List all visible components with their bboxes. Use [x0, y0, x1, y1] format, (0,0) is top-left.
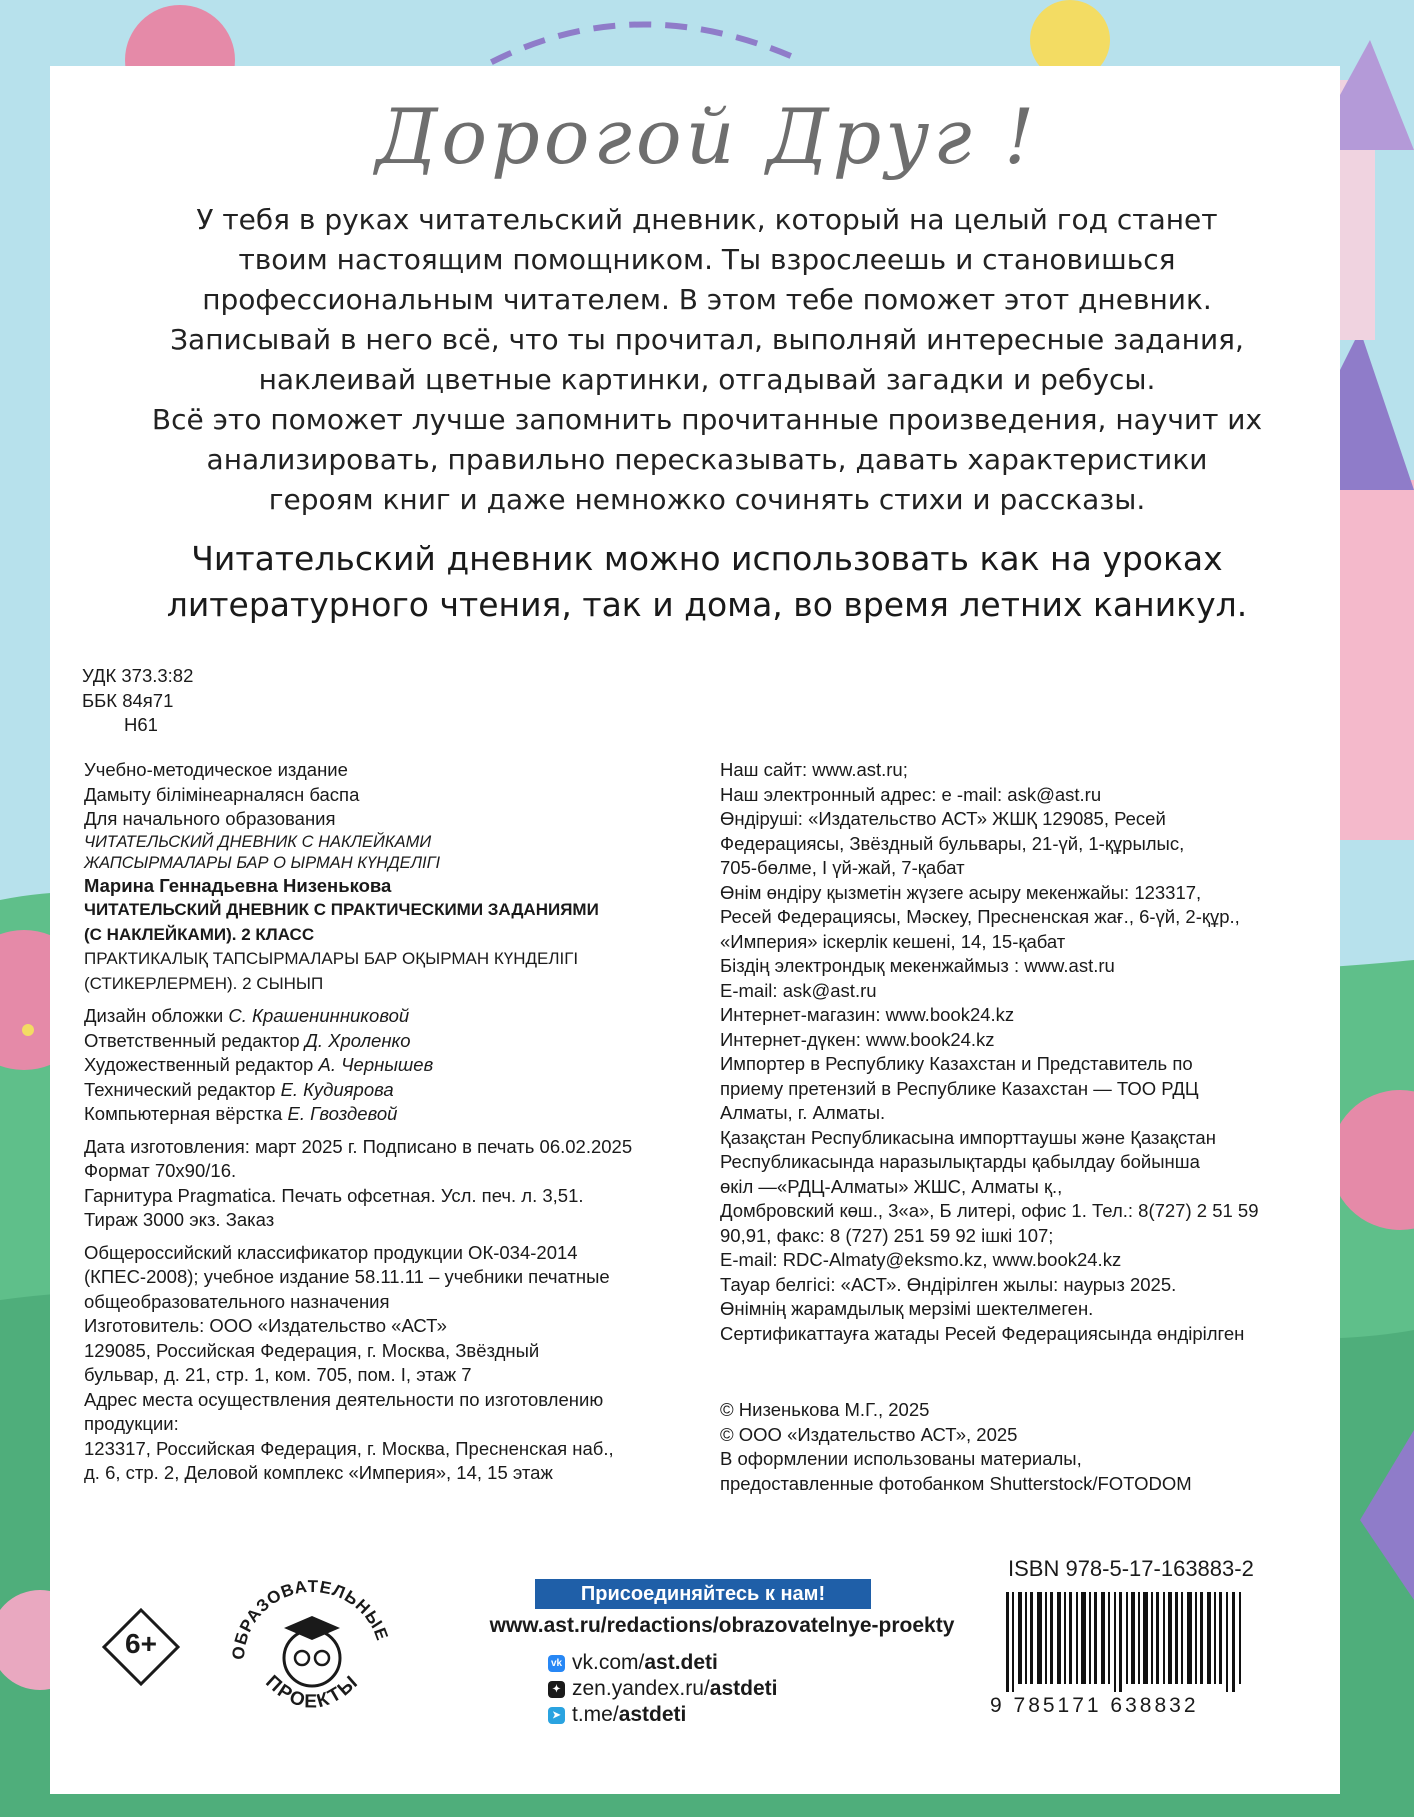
imprint-line: «Империя» іскерлік кешені, 14, 15-қабат — [720, 930, 1066, 952]
classifier-line: Адрес места осуществления деятельности по изготовлению — [84, 1388, 604, 1410]
credit-role: Художественный редактор — [84, 1054, 319, 1075]
zen-icon: ✦ — [548, 1681, 565, 1698]
imprint-line: Федерациясы, Звёздный бульвары, 21-үй, 1-құрылыс, — [720, 832, 1185, 854]
intro-line: анализировать, правильно пересказывать, давать характеристики — [206, 443, 1208, 476]
imprint-line: Интернет-дүкен: www.book24.kz — [720, 1028, 995, 1050]
isbn-label: ISBN 978-5-17-163883-2 — [1008, 1556, 1254, 1581]
imprint-line: Қазақстан Республикасына импорттаушы және Қазақстан — [720, 1126, 1216, 1148]
imprint-line: Өндіруші: «Издательство АСТ» ЖШҚ 129085, Ресей — [720, 808, 1166, 829]
credit-person: Е. Гвоздевой — [287, 1103, 398, 1124]
print-info: Дата изготовления: март 2025 г. Подписано в печать 06.02.2025 — [84, 1135, 633, 1157]
join-us-banner: Присоединяйтесь к нам! — [535, 1579, 871, 1609]
project-url[interactable]: www.ast.ru/redactions/obrazovatelnye-proekty — [489, 1614, 955, 1637]
credit-person: С. Крашенинниковой — [228, 1005, 410, 1026]
logo-bottom-text: ПРОЕКТЫ — [261, 1671, 364, 1713]
social-handle: astdeti — [709, 1677, 778, 1700]
telegram-icon: ➤ — [548, 1707, 565, 1724]
intro-line: У тебя в руках читательский дневник, который на целый год станет — [196, 203, 1218, 236]
imprint-line: 90,91, факс: 8 (727) 251 59 92 ішкі 107; — [720, 1224, 1054, 1246]
social-link-telegram[interactable] — [548, 1702, 777, 1728]
classifier-line: продукции: — [84, 1413, 179, 1434]
copyright-block — [720, 1398, 1192, 1496]
series-title: ЖАПСЫРМАЛАРЫ БАР О ЫРМАН КҮНДЕЛІГІ — [84, 853, 441, 872]
barcode — [1004, 1592, 1244, 1692]
print-info: Гарнитура Pragmatica. Печать офсетная. Усл. печ. л. 3,51. — [84, 1184, 584, 1206]
social-links — [548, 1650, 777, 1728]
credit-person: Е. Кудиярова — [280, 1078, 394, 1100]
author-name: Марина Геннадьевна Низенькова — [84, 874, 392, 896]
credit-line — [84, 1029, 684, 1054]
imprint-line: Біздің электрондық мекенжаймыз : www.ast.ru — [720, 955, 1115, 976]
book-title: (С НАКЛЕЙКАМИ). 2 КЛАСС — [84, 924, 315, 944]
series-title: ЧИТАТЕЛЬСКИЙ ДНЕВНИК С НАКЛЕЙКАМИ — [84, 832, 432, 851]
intro-line: наклеивай цветные картинки, отгадывай загадки и ребусы. — [258, 363, 1156, 396]
print-info: Формат 70x90/16. — [84, 1160, 237, 1181]
imprint-line: өкіл —«РДЦ-Алматы» ЖШС, Алматы қ., — [720, 1175, 1063, 1197]
copyright-line: предоставленные фотобанком Shutterstock/FOTODOM — [720, 1472, 1192, 1494]
imprint-line: Наш электронный адрес: e -mail: ask@ast.ru — [720, 783, 1102, 805]
age-rating-text: 6+ — [125, 1628, 157, 1659]
imprint-line: Домбровский көш., 3«а», Б литері, офис 1. Тел.: 8(727) 2 51 59 — [720, 1200, 1259, 1221]
author-sign: Н61 — [124, 714, 158, 735]
credit-role: Компьютерная вёрстка — [84, 1103, 288, 1124]
classification-codes — [82, 664, 193, 738]
page-title: Дорогой Друг ! — [375, 92, 1039, 181]
imprint-line: Өнім өндіру қызметін жүзеге асыру мекенжайы: 123317, — [720, 881, 1202, 903]
copyright-line: © ООО «Издательство АСТ», 2025 — [720, 1423, 1018, 1445]
social-handle: astdeti — [618, 1703, 687, 1726]
credit-role: Технический редактор — [84, 1078, 281, 1100]
copyright-line: В оформлении использованы материалы, — [720, 1448, 1082, 1469]
imprint-left-column — [84, 758, 684, 1486]
imprint-line: Импортер в Республику Казахстан и Представитель по — [720, 1053, 1193, 1074]
intro-line: профессиональным читателем. В этом тебе поможет этот дневник. — [202, 283, 1212, 316]
imprint-line: Алматы, г. Алматы. — [720, 1102, 886, 1123]
classifier-line: (КПЕС-2008); учебное издание 58.11.11 – учебники печатные — [84, 1266, 610, 1287]
edition-type: Учебно-методическое издание — [84, 759, 348, 780]
intro-line: героям книг и даже немножко сочинять стихи и рассказы. — [268, 483, 1146, 516]
credit-line — [84, 1053, 684, 1078]
logo-top-text: ОБРАЗОВАТЕЛЬНЫЕ — [228, 1576, 392, 1661]
imprint-line: Өнімнің жарамдылық мерзімі шектелмеген. — [720, 1298, 1094, 1319]
imprint-line: Наш сайт: www.ast.ru; — [720, 759, 908, 780]
social-prefix: zen.yandex.ru/ — [572, 1677, 710, 1700]
social-link-vk[interactable] — [548, 1650, 777, 1676]
publisher-logo — [222, 1560, 402, 1730]
vk-icon: vk — [548, 1655, 565, 1672]
credit-person: Д. Хроленко — [304, 1029, 411, 1051]
social-prefix: vk.com/ — [572, 1651, 645, 1674]
intro-line: твоим настоящим помощником. Ты взрослеешь и становишься — [238, 243, 1176, 276]
classifier-line: 123317, Российская Федерация, г. Москва, Пресненская наб., — [84, 1437, 614, 1459]
tagline-line: Читательский дневник можно использовать как на уроках — [191, 539, 1223, 578]
print-info: Тираж 3000 экз. Заказ — [84, 1209, 275, 1230]
credit-line — [84, 1004, 684, 1029]
imprint-line: E-mail: ask@ast.ru — [720, 979, 877, 1001]
classifier-line: Изготовитель: ООО «Издательство «АСТ» — [84, 1315, 447, 1336]
imprint-right-column — [720, 758, 1340, 1346]
credit-line — [84, 1078, 684, 1103]
classifier-line: Общероссийский классификатор продукции ОК-034-2014 — [84, 1241, 578, 1263]
edition-type: Дамыту білімінеарналясн баспа — [84, 783, 360, 805]
classifier-line: 129085, Российская Федерация, г. Москва, Звёздный — [84, 1339, 540, 1361]
udk-code: УДК 373.3:82 — [82, 665, 194, 686]
credit-person: А. Чернышев — [318, 1054, 434, 1075]
credit-role: Дизайн обложки — [84, 1005, 229, 1026]
classifier-line: д. 6, стр. 2, Деловой комплекс «Империя», 14, 15 этаж — [84, 1462, 553, 1483]
intro-text — [110, 200, 1304, 520]
credit-role: Ответственный редактор — [84, 1029, 305, 1051]
classifier-line: общеобразовательного назначения — [84, 1290, 390, 1312]
credit-line — [84, 1102, 684, 1127]
imprint-line: приему претензий в Республике Казахстан — ТОО РДЦ — [720, 1077, 1199, 1099]
tagline — [110, 536, 1304, 628]
book-title-kz: (СТИКЕРЛЕРМЕН). 2 СЫНЫП — [84, 973, 324, 993]
classifier-line: бульвар, д. 21, стр. 1, ком. 705, пом. I, этаж 7 — [84, 1364, 472, 1385]
intro-line: Всё это поможет лучше запомнить прочитанные произведения, научит их — [151, 403, 1263, 436]
social-prefix: t.me/ — [572, 1703, 619, 1726]
imprint-line: Тауар белгісі: «АСТ». Өндірілген жылы: наурыз 2025. — [720, 1273, 1177, 1295]
edition-type: Для начального образования — [84, 808, 336, 829]
book-title-kz: ПРАКТИКАЛЫҚ ТАПСЫРМАЛАРЫ БАР ОҚЫРМАН КҮНДЕЛІГІ — [84, 949, 579, 968]
imprint-line: Ресей Федерациясы, Мәскеу, Пресненская жағ., 6-үй, 2-құр., — [720, 906, 1240, 927]
imprint-line: Сертификаттауға жатады Ресей Федерациясында өндірілген — [720, 1322, 1245, 1344]
tagline-line: литературного чтения, так и дома, во время летних каникул. — [166, 585, 1248, 624]
social-link-zen[interactable] — [548, 1676, 777, 1702]
barcode-digits: 9 785171 638832 — [990, 1694, 1199, 1717]
imprint-line: E-mail: RDC-Almaty@eksmo.kz, www.book24.kz — [720, 1249, 1122, 1270]
imprint-line: Республикасында наразылықтарды қабылдау бойынша — [720, 1151, 1200, 1172]
bbk-code: ББК 84я71 — [82, 689, 174, 711]
imprint-line: Интернет-магазин: www.book24.kz — [720, 1004, 1015, 1025]
intro-line: Записывай в него всё, что ты прочитал, выполняй интересные задания, — [170, 323, 1244, 356]
book-title: ЧИТАТЕЛЬСКИЙ ДНЕВНИК С ПРАКТИЧЕСКИМИ ЗАДАНИЯМИ — [84, 900, 599, 919]
imprint-line: 705-бөлме, I үй-жай, 7-қабат — [720, 857, 965, 878]
social-handle: ast.deti — [644, 1651, 718, 1674]
copyright-line: © Низенькова М.Г., 2025 — [720, 1399, 930, 1420]
